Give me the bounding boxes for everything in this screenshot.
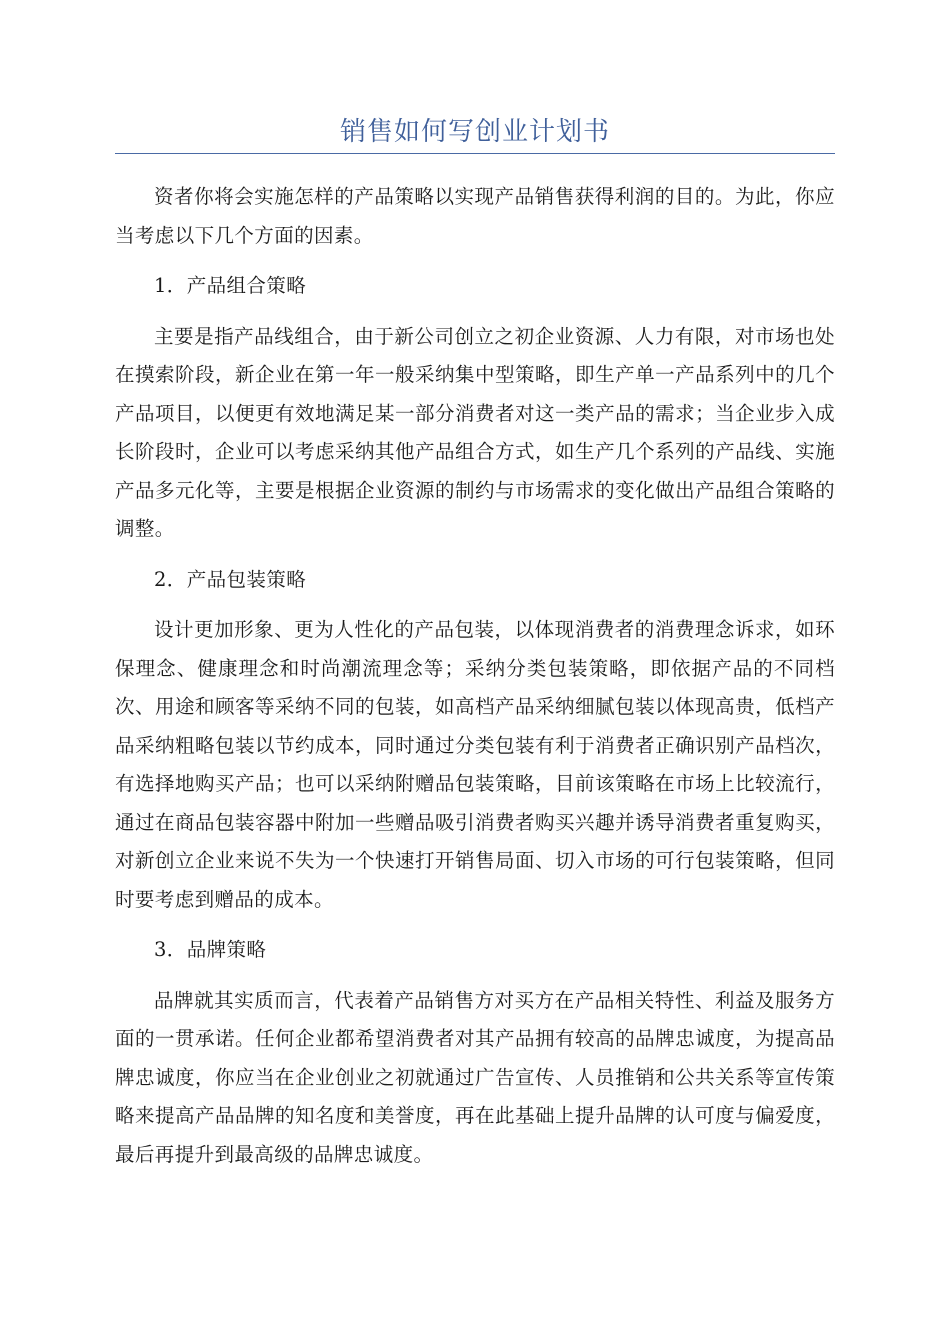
brand-paragraph: 品牌就其实质而言，代表着产品销售方对买方在产品相关特性、利益及服务方面的一贯承诺。任何企业都希望消费者对其产品拥有较高的品牌忠诚度，为提高品牌忠诚度，你应当在企业创业之初就通过广告宣传、人员推销和公共关系等宣传策略来提高产品品牌的知名度和美誉度，再在此基础上提升品牌的认可度与偏爱度，最后再提升到最高级的品牌忠诚度。 — [115, 988, 835, 1166]
packaging-paragraph: 设计更加形象、更为人性化的产品包装，以体现消费者的消费理念诉求，如环保理念、健康理念和时尚潮流理念等；采纳分类包装策略，即依据产品的不同档次、用途和顾客等采纳不同的包装，如高档产品采纳细腻包装以体现高贵，低档产品采纳粗略包装以节约成本，同时通过分类包装有利于消费者正确识别产品档次，有选择地购买产品；也可以采纳附赠品包装策略，目前该策略在市场上比较流行，通过在商品包装容器中附加一些赠品吸引消费者购买兴趣并诱导消费者重复购买，对新创立企业来说不失为一个快速打开销售局面、切入市场的可行包装策略，但同时要考虑到赠品的成本。 — [115, 618, 835, 911]
document-body — [115, 178, 835, 1186]
title-underline — [115, 153, 835, 154]
intro-paragraph: 资者你将会实施怎样的产品策略以实现产品销售获得利润的目的。为此，你应当考虑以下几个方面的因素。 — [115, 185, 835, 247]
section-heading-packaging: 2．产品包装策略 — [154, 567, 307, 591]
document-title: 销售如何写创业计划书 — [339, 117, 610, 147]
section-heading-product-mix: 1．产品组合策略 — [154, 274, 307, 297]
product-mix-paragraph: 主要是指产品线组合，由于新公司创立之初企业资源、人力有限，对市场也处在摸索阶段，新企业在第一年一般采纳集中型策略，即生产单一产品系列中的几个产品项目，以便更有效地满足某一部分消费者对这一类产品的需求；当企业步入成长阶段时，企业可以考虑采纳其他产品组合方式，如生产几个系列的产品线、实施产品多元化等，主要是根据企业资源的制约与市场需求的变化做出产品组合策略的调整。 — [115, 324, 835, 540]
section-heading-brand: 3．品牌策略 — [154, 938, 267, 961]
